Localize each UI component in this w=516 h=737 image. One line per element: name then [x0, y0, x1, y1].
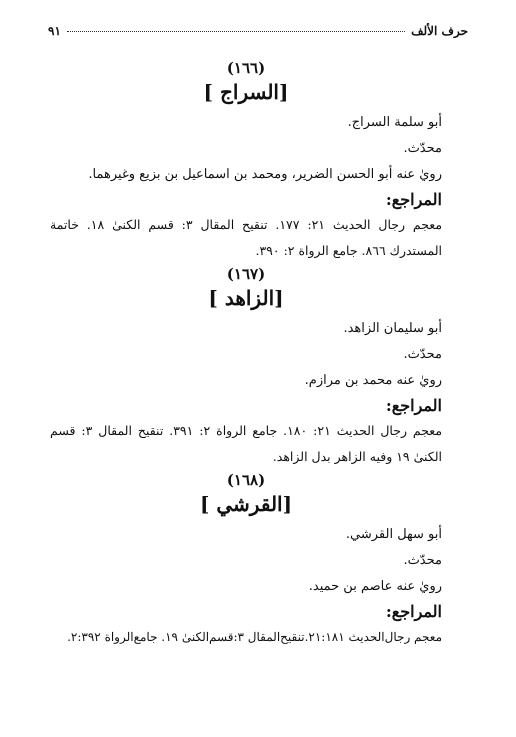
entry-title: [السراج ]: [203, 80, 289, 104]
entry-168: [50, 470, 442, 650]
references-text: معجم رجال الحديث ٢١: ١٨٠. جامع الرواة ٢: ٣٩١. تنقيح المقال ٣: قسم الكنىٰ ١٩ وفيه الزاهر بدل الزاهد.: [50, 423, 443, 464]
references-text: معجم رجال الحديث ٢١: ١٧٧. تنقيح المقال ٣: قسم الكنىٰ ١٨. خاتمة المستدرك ٨٦٦. جامع الرواة ٢: ٣٩٠.: [50, 217, 443, 258]
entry-role-line: محدّث.: [403, 347, 442, 362]
entry-number: (١٦٧): [226, 265, 266, 283]
header-dot-leader: [67, 31, 405, 32]
entry-name-line: أبو سهل القرشي.: [345, 527, 442, 542]
references-heading: المراجع:: [385, 602, 442, 621]
running-header-title: حرف الألف: [411, 24, 468, 38]
entry-narrators-line: رويٰ عنه محمد بن مرازم.: [304, 373, 442, 388]
entry-role-line: محدّث.: [403, 141, 442, 156]
entry-number: (١٦٦): [226, 59, 266, 77]
references-text: معجم رجال‌الحديث ٢١:١٨١.تنقيح‌المقال ٣:قسم‌الكنىٰ ١٩. جامع‌الرواة ٢:٣٩٢.: [67, 630, 442, 644]
entry-title: [القرشي ]: [199, 492, 293, 516]
entry-166: [50, 58, 442, 264]
entry-role-line: محدّث.: [403, 553, 442, 568]
running-header: [48, 24, 468, 38]
entry-narrators-line: رويٰ عنه عاصم بن حميد.: [308, 579, 442, 594]
entry-title: [الزاهد ]: [208, 286, 284, 310]
references-heading: المراجع:: [385, 396, 442, 415]
references-heading: المراجع:: [385, 190, 442, 209]
entry-name-line: أبو سليمان الزاهد.: [343, 321, 442, 336]
entry-number: (١٦٨): [226, 471, 266, 489]
entry-narrators-line: رويٰ عنه أبو الحسن الضرير، ومحمد بن اسماعيل بن بزيع وغيرهما.: [88, 167, 442, 182]
entry-name-line: أبو سلمة السراج.: [347, 115, 442, 130]
page-content: [50, 58, 442, 650]
entry-167: [50, 264, 442, 470]
page-number: ٩١: [48, 24, 61, 38]
